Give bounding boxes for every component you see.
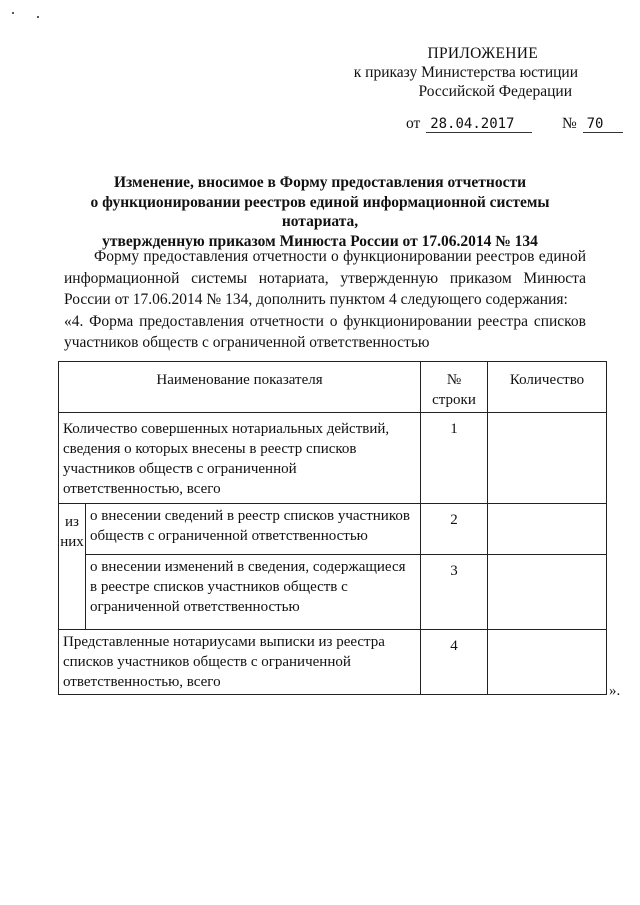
- row-3-name: о внесении изменений в сведения, содержащиеся в реестре списков участников обществ с ограниченной ответственностью: [86, 555, 421, 630]
- title-line-1: Изменение, вносимое в Форму предоставления отчетности: [113, 174, 526, 191]
- appendix-header: [318, 44, 578, 101]
- order-number: 70: [583, 116, 623, 133]
- row-4-quantity: [488, 630, 607, 695]
- scan-speck: [12, 12, 14, 14]
- body-paragraph-1: Форму предоставления отчетности о функционировании реестров единой информационной системы нотариата, утвержденную приказом Минюста России от 17.06.2014 № 134, дополнить пунктом 4 следующего содержания:: [64, 248, 586, 308]
- header-number: № строки: [421, 362, 488, 413]
- row-4-name: Представленные нотариусами выписки из реестра списков участников обществ с ограниченной ответственностью, всего: [59, 630, 421, 695]
- row-1-quantity: [488, 413, 607, 504]
- scan-speck: [37, 16, 39, 18]
- order-reference: [406, 115, 623, 133]
- table-row: [59, 555, 607, 630]
- row-2-quantity: [488, 504, 607, 555]
- report-table: [58, 361, 607, 695]
- appendix-title: ПРИЛОЖЕНИЕ: [427, 45, 538, 62]
- row-1-number: 1: [421, 413, 488, 504]
- header-quantity: Количество: [488, 362, 607, 413]
- row-2-sub-label: из них: [59, 504, 86, 555]
- document-title: [60, 173, 580, 251]
- row-1-name: Количество совершенных нотариальных действий, сведения о которых внесены в реестр списков участников обществ с ограниченной ответственностью, всего: [59, 413, 421, 504]
- table-row: [59, 504, 607, 555]
- order-number-label: №: [561, 115, 577, 132]
- row-2-name: о внесении сведений в реестр списков участников обществ с ограниченной ответственностью: [86, 504, 421, 555]
- body-paragraph-2: «4. Форма предоставления отчетности о функционировании реестра списков участников обществ с ограниченной ответственностью: [64, 312, 586, 351]
- row-3-quantity: [488, 555, 607, 630]
- appendix-line-2: Российской Федерации: [418, 83, 572, 100]
- body-text: [64, 246, 586, 354]
- appendix-line-1: к приказу Министерства юстиции: [353, 64, 578, 81]
- order-from-label: от: [406, 115, 421, 132]
- title-line-3: утвержденную приказом Минюста России от 17.06.2014 № 134: [102, 232, 538, 250]
- title-line-2: о функционировании реестров единой информационной системы нотариата,: [90, 193, 550, 230]
- closing-quote: ».: [609, 683, 621, 699]
- table-header-row: [59, 362, 607, 413]
- order-date: 28.04.2017: [426, 116, 532, 133]
- table-row: [59, 630, 607, 695]
- row-2-number: 2: [421, 504, 488, 555]
- header-name: Наименование показателя: [59, 362, 421, 413]
- table-row: [59, 413, 607, 504]
- row-3-number: 3: [421, 555, 488, 630]
- row-4-number: 4: [421, 630, 488, 695]
- row-3-sub-label-continuation: [59, 555, 86, 630]
